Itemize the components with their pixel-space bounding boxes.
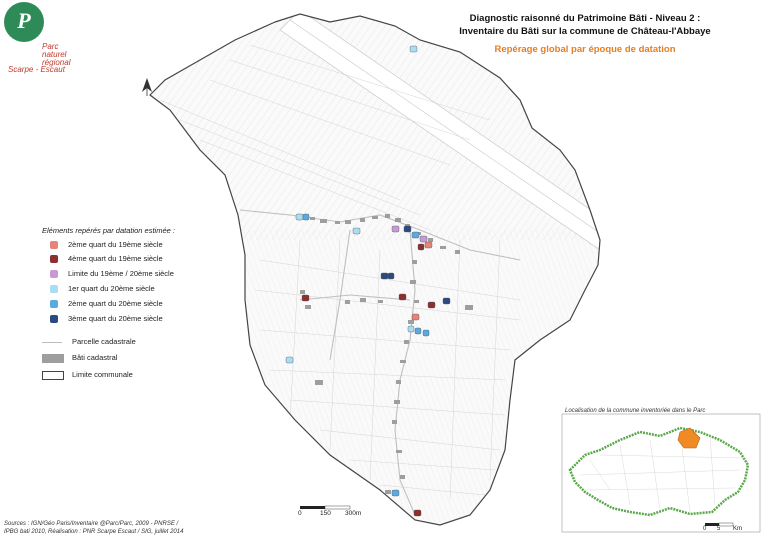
logo-word-2: naturel — [42, 50, 67, 59]
parcelles-cadastrales — [140, 10, 620, 530]
scale-labels — [300, 500, 360, 520]
inset-scale-km: Km — [733, 526, 742, 532]
legend-swatch — [50, 270, 58, 278]
legend-label: 3ème quart du 20ème siècle — [68, 314, 163, 323]
marker-2eme-quart-20 — [415, 328, 421, 334]
credits-line1: Sources : IGN/Géo Paris/Inventaire @Parc/Parc, 2009 - PNRSE / — [4, 521, 179, 527]
logo-word-1: Parc — [42, 42, 59, 51]
marker-3eme-quart-20 — [404, 226, 411, 232]
legend-swatch — [50, 241, 58, 249]
map-title-line2: Inventaire du Bâti sur la commune de Château-l'Abbaye — [459, 26, 711, 37]
marker-1er-quart-20 — [296, 214, 303, 220]
marker-1er-quart-20 — [408, 326, 414, 332]
limite-swatch — [42, 371, 64, 380]
legend-label: Parcelle cadastrale — [72, 337, 136, 346]
marker-4eme-quart-19 — [399, 294, 406, 300]
inset-map — [562, 414, 760, 532]
legend-title: Eléments repérés par datation estimée : — [42, 226, 175, 235]
marker-4eme-quart-19 — [418, 244, 424, 250]
legend-label: Limite communale — [72, 370, 133, 379]
map-subtitle: Repérage global par époque de datation — [494, 44, 676, 55]
credits-line2: IPBG bati 2010, Réalisation : PNR Scarpe Escaut / SIG, juillet 2014 — [4, 529, 184, 535]
inset-title: Localisation de la commune inventoriée dans le Parc — [565, 408, 706, 414]
legend-label: 1er quart du 20ème siècle — [68, 284, 155, 293]
marker-1er-quart-20 — [353, 228, 360, 234]
legend-label: Limite du 19ème / 20ème siècle — [68, 269, 174, 278]
legend-label: 2ème quart du 19ème siècle — [68, 240, 163, 249]
marker-2eme-quart-20 — [303, 214, 309, 220]
map-title-line1: Diagnostic raisonné du Patrimoine Bâti - Niveau 2 : — [469, 13, 701, 24]
marker-2eme-quart-19 — [412, 314, 419, 320]
marker-3eme-quart-20 — [388, 273, 394, 279]
legend-swatch — [50, 285, 58, 293]
marker-1er-quart-20 — [286, 357, 293, 363]
logo-subtitle: Scarpe - Escaut — [8, 65, 65, 74]
marker-4eme-quart-19 — [414, 510, 421, 516]
inset-scale-0: 0 — [703, 526, 707, 532]
credits — [4, 520, 183, 536]
legend-swatch — [50, 255, 58, 263]
marker-limite-19-20 — [420, 236, 427, 242]
scale-label-150: 150 — [320, 510, 331, 517]
marker-4eme-quart-19 — [302, 295, 309, 301]
legend-swatch — [50, 300, 58, 308]
marker-limite-19-20 — [392, 226, 399, 232]
inset-scale-5: 5 — [717, 526, 721, 532]
legend-label: 4ème quart du 19ème siècle — [68, 254, 163, 263]
marker-2eme-quart-20 — [392, 490, 399, 496]
marker-4eme-quart-19 — [428, 302, 435, 308]
parcelle-line-swatch — [42, 342, 62, 343]
marker-3eme-quart-20 — [381, 273, 388, 279]
marker-1er-quart-20 — [410, 46, 417, 52]
logo-letter: P — [17, 8, 31, 33]
marker-2eme-quart-20 — [412, 232, 419, 238]
legend-label: 2ème quart du 20ème siècle — [68, 299, 163, 308]
marker-2eme-quart-19 — [425, 242, 432, 248]
legend-label: Bâti cadastral — [72, 353, 118, 362]
north-arrow-icon — [142, 78, 152, 96]
marker-3eme-quart-20 — [443, 298, 450, 304]
legend-swatch — [50, 315, 58, 323]
scale-label-300: 300m — [345, 510, 362, 517]
scale-label-0: 0 — [298, 510, 302, 517]
marker-2eme-quart-20 — [423, 330, 429, 336]
bati-swatch — [42, 354, 64, 363]
logo-word-3: régional — [42, 58, 71, 67]
